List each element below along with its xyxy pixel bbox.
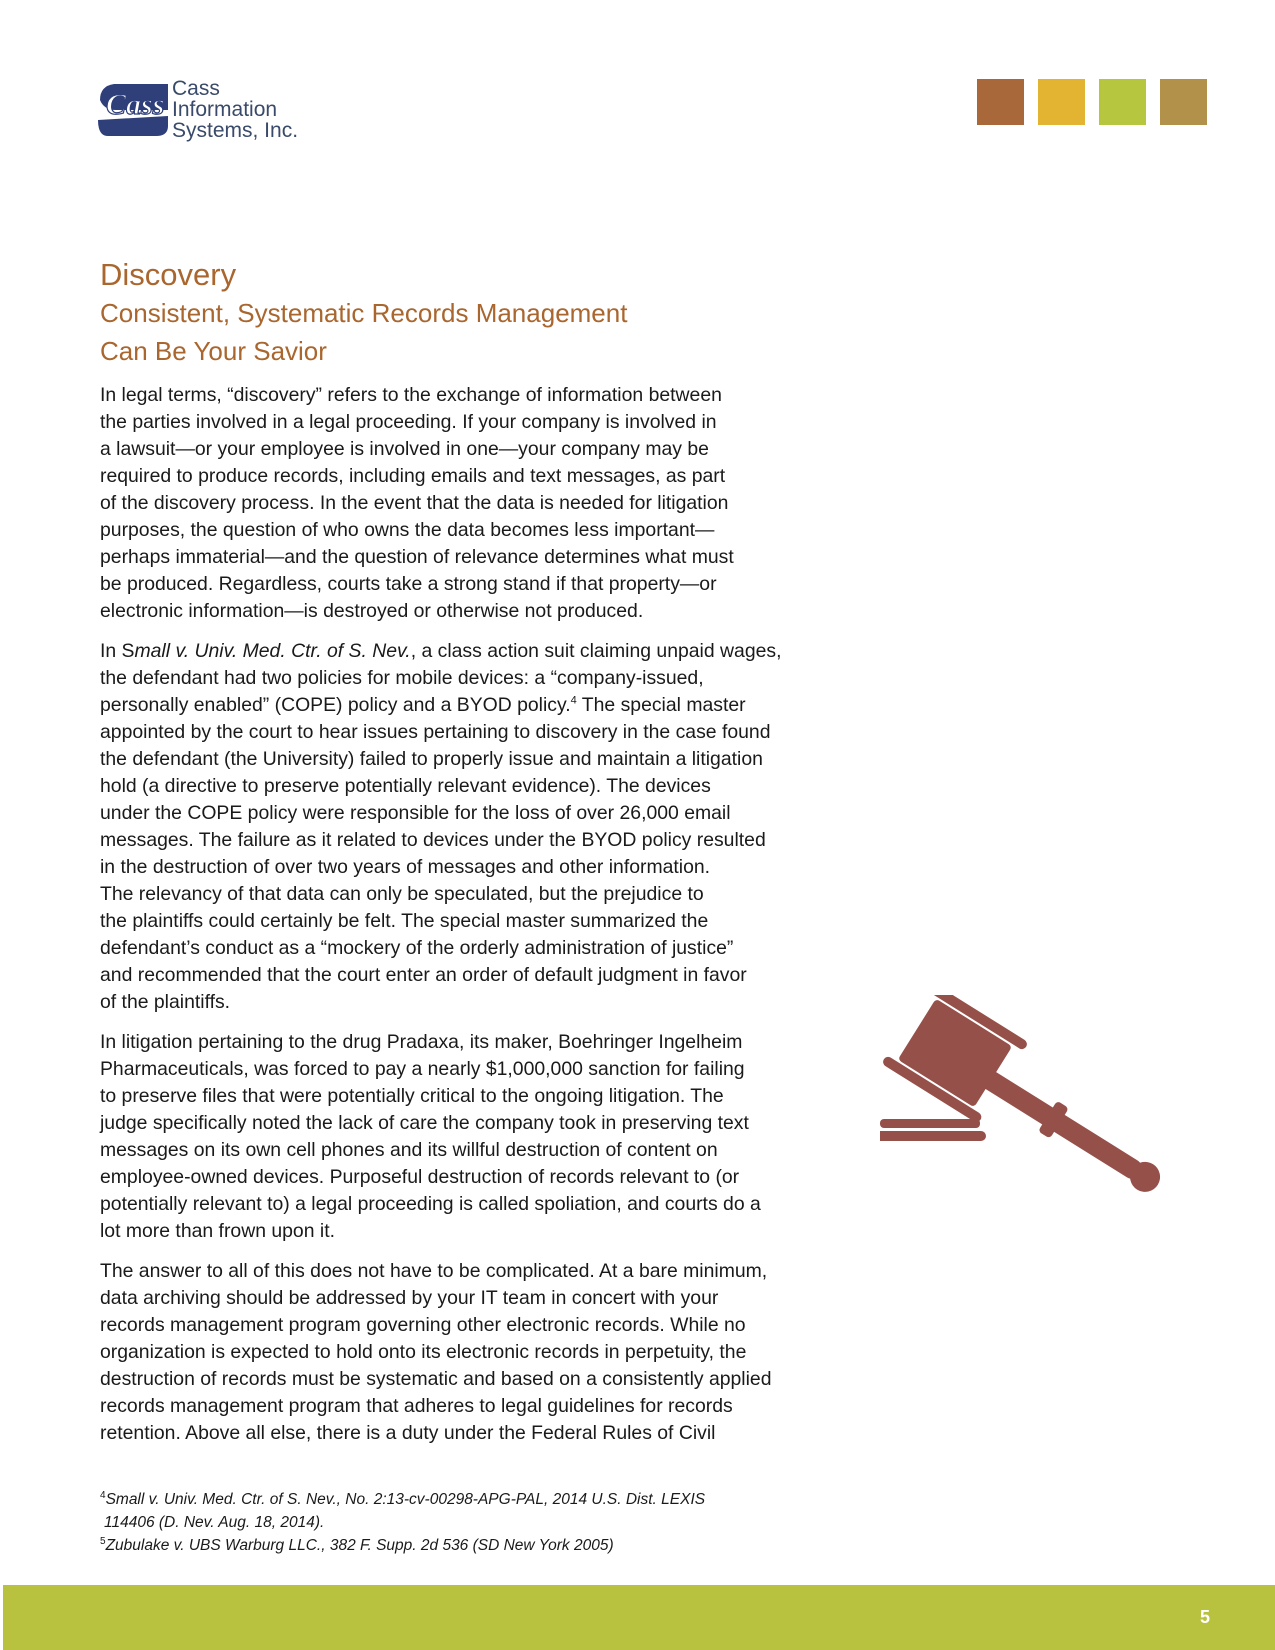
fn-line-after: The special master [576, 694, 746, 716]
footnote-number: 4 [100, 1489, 106, 1501]
paragraph-line: the plaintiffs could certainly be felt. The special master summarized the [100, 910, 709, 932]
paragraph-line: potentially relevant to) a legal proceeding is called spoliation, and courts do a [100, 1193, 761, 1215]
paragraph-line: organization is expected to hold onto its electronic records in perpetuity, the [100, 1341, 747, 1363]
footnote-text: Small v. Univ. Med. Ctr. of S. Nev., No. 2:13-cv-00298-APG-PAL, 2014 U.S. Dist. LEXIS [105, 1491, 706, 1508]
swatch-olive [1160, 79, 1207, 125]
paragraph-line: The relevancy of that data can only be speculated, but the prejudice to [100, 883, 704, 905]
paragraph-line: under the COPE policy were responsible for the loss of over 26,000 email [100, 802, 731, 824]
paragraph-line: data archiving should be addressed by your IT team in concert with your [100, 1287, 719, 1309]
paragraph-line: the parties involved in a legal proceeding. If your company is involved in [100, 411, 717, 433]
paragraph-line: the defendant (the University) failed to properly issue and maintain a litigation [100, 748, 763, 770]
subtitle-line-2: Can Be Your Savior [100, 336, 327, 366]
case-citation: mall v. Univ. Med. Ctr. of S. Nev. [134, 640, 411, 662]
footer-bar [3, 1585, 1275, 1650]
page-number: 5 [1199, 1607, 1210, 1627]
paragraph-line: records management program that adheres to legal guidelines for records [100, 1395, 733, 1417]
fn-line-text: personally enabled” (COPE) policy and a BYOD policy. [100, 694, 571, 716]
company-logo [98, 78, 338, 142]
swatch-brown [977, 79, 1024, 125]
paragraph-line: electronic information—is destroyed or otherwise not produced. [100, 600, 644, 622]
paragraph-rest [100, 719, 835, 1016]
paragraph-line: employee-owned devices. Purposeful destruction of records relevant to (or [100, 1166, 740, 1188]
paragraph-line: records management program governing other electronic records. While no [100, 1314, 746, 1336]
paragraph-line: required to produce records, including emails and text messages, as part [100, 465, 726, 487]
paragraph-line: to preserve files that were potentially critical to the ongoing litigation. The [100, 1085, 724, 1107]
footnotes [100, 1488, 860, 1557]
logo-monogram: Cass [106, 88, 165, 121]
paragraph-discovery-definition [100, 382, 835, 625]
paragraph-line: In litigation pertaining to the drug Pradaxa, its maker, Boehringer Ingelheim [100, 1031, 743, 1053]
paragraph-line: The answer to all of this does not have to be complicated. At a bare minimum, [100, 1260, 768, 1282]
paragraph-line [100, 692, 835, 719]
subtitle-line-1: Consistent, Systematic Records Management [100, 298, 628, 328]
footnote-ref-4[interactable]: 4 [570, 694, 577, 707]
page-title: Discovery [100, 257, 237, 292]
paragraph-records-management-answer [100, 1258, 835, 1447]
footnote-text: Zubulake v. UBS Warburg LLC., 382 F. Supp. 2d 536 (SD New York 2005) [105, 1537, 614, 1554]
article [100, 256, 835, 1460]
paragraph-line: retention. Above all else, there is a duty under the Federal Rules of Civil [100, 1422, 716, 1444]
paragraph-line: messages. The failure as it related to devices under the BYOD policy resulted [100, 829, 766, 851]
paragraph-line: in the destruction of over two years of messages and other information. [100, 856, 711, 878]
paragraph-pradaxa-litigation [100, 1029, 835, 1245]
paragraph-line: hold (a directive to preserve potentially relevant evidence). The devices [100, 775, 711, 797]
footnote-number: 5 [100, 1535, 106, 1547]
paragraph-line: defendant’s conduct as a “mockery of the orderly administration of justice” [100, 937, 734, 959]
case-intro: In S [100, 640, 135, 662]
paragraph-line: of the discovery process. In the event that the data is needed for litigation [100, 492, 729, 514]
swatch-green [1099, 79, 1146, 125]
case-intro-rest: , a class action suit claiming unpaid wages, [410, 640, 782, 662]
logo-line-1: Cass [172, 77, 220, 100]
paragraph-line: messages on its own cell phones and its willful destruction of content on [100, 1139, 718, 1161]
paragraph-line: destruction of records must be systematic and based on a consistently applied [100, 1368, 772, 1390]
page-subtitle [100, 294, 835, 370]
paragraph-line: perhaps immaterial—and the question of relevance determines what must [100, 546, 734, 568]
logo-line-2: Information [172, 98, 278, 121]
paragraph-line: the defendant had two policies for mobile devices: a “company-issued, [100, 667, 704, 689]
paragraph-line: appointed by the court to hear issues pertaining to discovery in the case found [100, 721, 771, 743]
footnote-4-continued: 114406 (D. Nev. Aug. 18, 2014). [104, 1514, 325, 1531]
logo-wordmark [172, 78, 298, 141]
paragraph-line: and recommended that the court enter an order of default judgment in favor [100, 964, 747, 986]
swatch-gold [1038, 79, 1085, 125]
paragraph-line: be produced. Regardless, courts take a strong stand if that property—or [100, 573, 717, 595]
paragraph-line: In legal terms, “discovery” refers to the exchange of information between [100, 384, 722, 406]
paragraph-line: of the plaintiffs. [100, 991, 231, 1013]
paragraph-line: purposes, the question of who owns the data becomes less important— [100, 519, 715, 541]
footnote-5 [100, 1534, 860, 1557]
footnote-4 [100, 1488, 860, 1511]
logo-line-3: Systems, Inc. [172, 119, 299, 142]
gavel-icon [880, 995, 1210, 1235]
paragraph-line: lot more than frown upon it. [100, 1220, 335, 1242]
paragraph-line [100, 638, 835, 665]
paragraph-line: Pharmaceuticals, was forced to pay a nearly $1,000,000 sanction for failing [100, 1058, 745, 1080]
paragraph-small-v-univ-case [100, 638, 835, 1016]
paragraph-line: judge specifically noted the lack of care the company took in preserving text [100, 1112, 749, 1134]
paragraph-line: a lawsuit—or your employee is involved in one—your company may be [100, 438, 709, 460]
cass-logo-icon [98, 80, 170, 138]
